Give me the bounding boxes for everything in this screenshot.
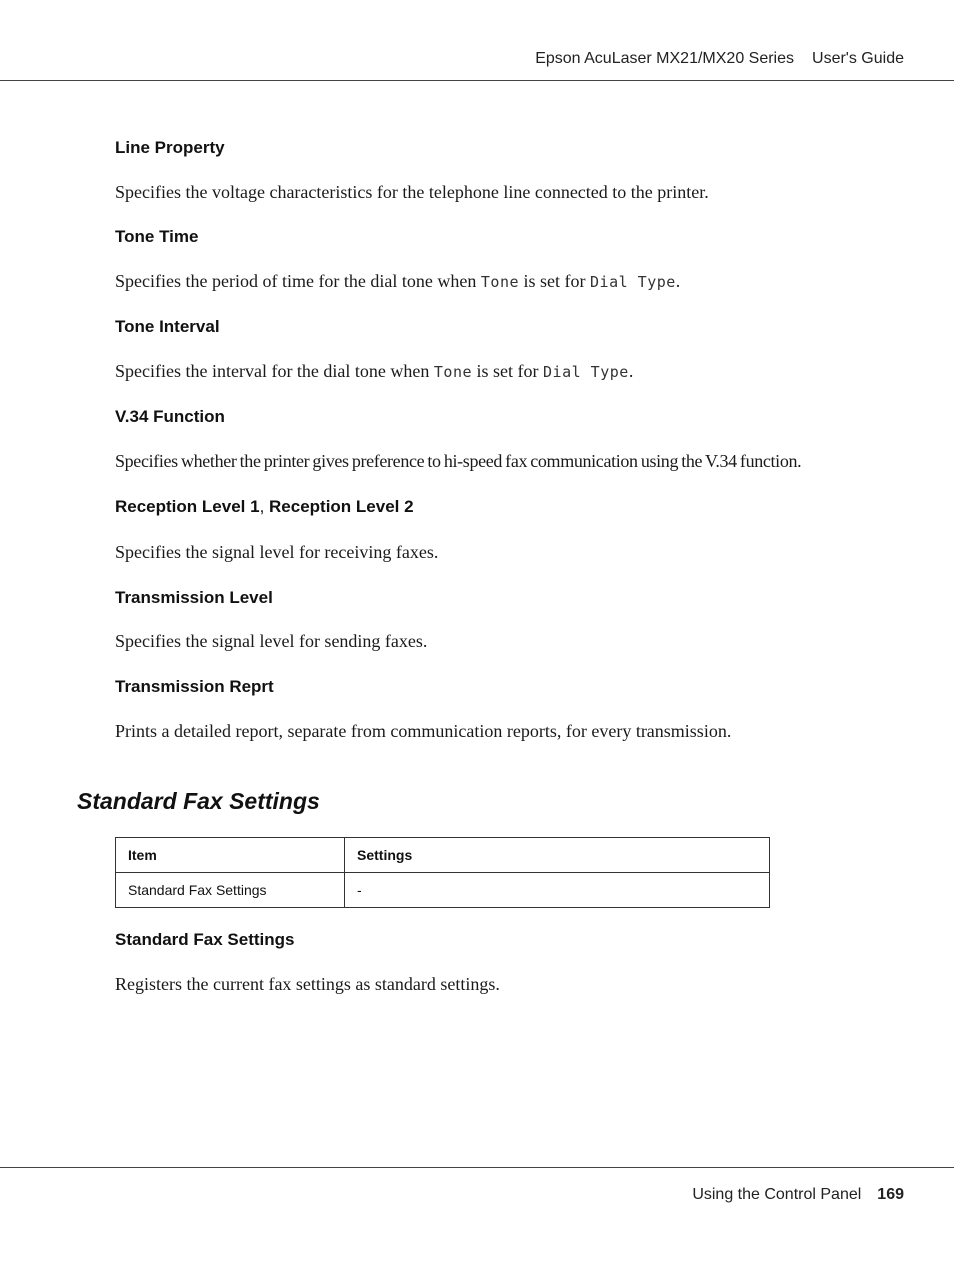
heading-tone-interval: Tone Interval [115, 317, 220, 336]
table-cell-settings: - [345, 873, 770, 908]
heading-v34-function: V.34 Function [115, 407, 225, 426]
heading-standard-fax-settings: Standard Fax Settings [115, 930, 295, 949]
heading-transmission-reprt: Transmission Reprt [115, 677, 274, 696]
table-cell-item: Standard Fax Settings [116, 873, 345, 908]
heading-reception-level-1: Reception Level 1 [115, 497, 260, 516]
header-product: Epson AcuLaser MX21/MX20 Series [535, 50, 795, 67]
desc-transmission-reprt: Prints a detailed report, separate from communication reports, for every transmission. [115, 721, 732, 741]
desc-tone-time-text-1: Specifies the period of time for the dial tone when [115, 271, 481, 291]
header-guide: User's Guide [812, 50, 904, 67]
settings-table [115, 837, 770, 908]
running-header [535, 50, 904, 68]
heading-tone-time: Tone Time [115, 227, 199, 246]
page-number: 169 [877, 1186, 904, 1203]
table-header-row [116, 838, 770, 873]
code-tone: Tone [433, 363, 473, 381]
heading-separator: , [259, 497, 270, 516]
code-dial-type: Dial Type [590, 273, 676, 291]
desc-transmission-level: Specifies the signal level for sending faxes. [115, 631, 428, 651]
code-dial-type: Dial Type [543, 363, 629, 381]
heading-reception-level-2: Reception Level 2 [269, 497, 414, 516]
heading-line-property: Line Property [115, 138, 225, 157]
table-header-settings: Settings [345, 838, 770, 873]
code-tone: Tone [480, 273, 520, 291]
desc-standard-fax-settings: Registers the current fax settings as standard settings. [115, 974, 500, 994]
desc-tone-time-text-3: . [675, 271, 681, 291]
desc-tone-interval [115, 361, 633, 382]
footer-chapter: Using the Control Panel [692, 1186, 862, 1203]
desc-tone-interval-text-2: is set for [472, 361, 544, 381]
desc-tone-time-text-2: is set for [519, 271, 591, 291]
header-rule [0, 80, 954, 81]
desc-tone-time [115, 271, 680, 292]
table-header-item: Item [116, 838, 345, 873]
desc-tone-interval-text-3: . [628, 361, 634, 381]
footer-rule [0, 1167, 954, 1168]
desc-line-property: Specifies the voltage characteristics for the telephone line connected to the printer. [115, 182, 709, 202]
table-row [116, 873, 770, 908]
heading-transmission-level: Transmission Level [115, 588, 273, 607]
heading-reception-level [115, 497, 414, 517]
desc-v34-function: Specifies whether the printer gives preference to hi-speed fax communication using the V.34 function. [115, 451, 802, 471]
desc-reception-level: Specifies the signal level for receiving faxes. [115, 542, 439, 562]
desc-tone-interval-text-1: Specifies the interval for the dial tone when [115, 361, 434, 381]
running-footer [692, 1186, 904, 1204]
section-title: Standard Fax Settings [77, 788, 320, 814]
